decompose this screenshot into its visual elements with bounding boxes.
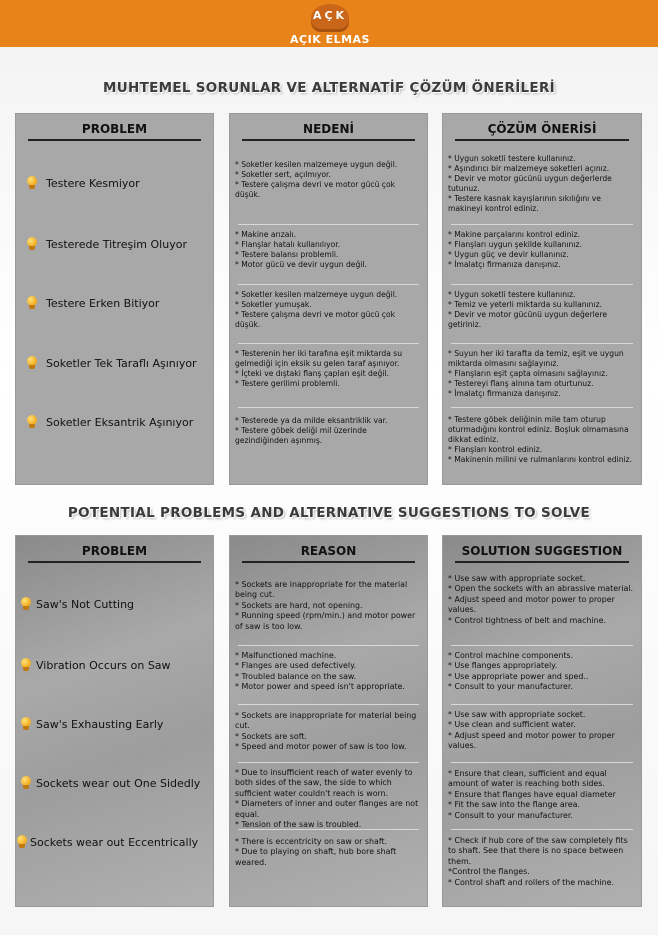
en-problem-row — [16, 597, 213, 611]
lightbulb-icon — [20, 776, 32, 790]
tr-solution-cell — [448, 415, 636, 465]
brand-logo — [285, 2, 375, 47]
solution-line: * Consult to your manufacturer. — [448, 810, 573, 820]
tr-solution-cell — [448, 230, 636, 270]
reason-line: * Due to insufficient reach of water evenly to both sides of the saw, the side to which sufficient water couldn't reach is worn. — [235, 768, 413, 798]
solution-line: * Testereyi flanş alnına tam oturtunuz. — [448, 379, 594, 389]
solution-line: * Temiz ve yeterli miktarda su kullanınız. — [448, 300, 602, 310]
row-divider — [451, 343, 633, 344]
reason-line: * Tension of the saw is troubled. — [235, 820, 362, 830]
lightbulb-icon — [20, 597, 32, 611]
solution-line: * Testere göbek deliğinin mile tam oturup oturmadığını kontrol ediniz. Boşluk olmamasına dikkat ediniz. — [448, 415, 629, 445]
tr-problem-row — [16, 296, 213, 310]
en-problem-row — [16, 776, 213, 790]
solution-line: * Ensure that flanges have equal diameter — [448, 789, 616, 799]
reason-line: * Running speed (rpm/min.) and motor power of saw is too low. — [235, 611, 416, 631]
solution-line: * Uygun soketli testere kullanınız. — [448, 290, 576, 299]
row-divider — [238, 224, 419, 225]
en-section-title: POTENTIAL PROBLEMS AND ALTERNATIVE SUGGESTIONS TO SOLVE — [67, 505, 591, 521]
solution-line: * Uygun güç ve devir kullanınız. — [448, 250, 569, 260]
solution-line: * Control shaft and rollers of the machine. — [448, 877, 615, 887]
solution-line: * Adjust speed and motor power to proper values. — [448, 730, 615, 751]
en-reason-cell — [235, 711, 422, 753]
en-problem-label: Sockets wear out One Sidedly — [36, 776, 201, 790]
reason-line: * Flanges are used defectively. — [235, 661, 357, 671]
solution-line: * Ensure that clean, sufficient and equal amount of water is reaching both sides. — [448, 769, 607, 789]
tr-solution-header: ÇÖZÜM ÖNERİSİ — [455, 122, 629, 141]
en-reason-header: REASON — [242, 544, 415, 563]
solution-line: * Makinenin milini ve rulmanlarını kontrol ediniz. — [448, 455, 633, 465]
lightbulb-icon — [26, 176, 38, 190]
solution-line: * Consult to your manufacturer. — [448, 682, 573, 692]
solution-line: * Use clean and sufficient water. — [448, 720, 576, 730]
reason-line: * Testere gerilimi problemli. — [235, 379, 340, 389]
lightbulb-icon — [20, 658, 32, 672]
lightbulb-icon — [26, 356, 38, 370]
solution-line: * Suyun her iki tarafta da temiz, eşit ve uygun miktarda olmasını sağlayınız. — [448, 349, 624, 369]
reason-line: * Testerede ya da milde eksantriklik var. — [235, 416, 388, 425]
solution-line: * Check if hub core of the saw completely fits to shaft. See that there is no space between them. — [448, 836, 628, 866]
en-solution-column — [442, 535, 642, 907]
tr-problem-row — [16, 356, 213, 370]
reason-line: * Testere göbek deliği mil üzerinde gezindiğinden aşınmış. — [235, 426, 367, 446]
reason-line: * Sockets are hard, not opening. — [235, 600, 363, 610]
reason-line: * Sockets are inappropriate for the material being cut. — [235, 580, 408, 600]
reason-line: * There is eccentricity on saw or shaft. — [235, 837, 388, 846]
solution-line: * Adjust speed and motor power to proper values. — [448, 594, 615, 615]
en-solution-header: SOLUTION SUGGESTION — [455, 544, 629, 563]
reason-line: * Malfunctioned machine. — [235, 651, 337, 660]
en-reason-column — [229, 535, 428, 907]
en-reason-cell — [235, 580, 422, 632]
solution-line: * Open the sockets with an abrassive material. — [448, 584, 634, 594]
reason-line: * Sockets are soft. — [235, 731, 307, 741]
tr-problem-row — [16, 415, 213, 429]
tr-problem-label: Testerede Titreşim Oluyor — [46, 237, 187, 251]
tr-reason-header: NEDENİ — [242, 122, 415, 141]
tr-reason-cell — [235, 290, 422, 330]
logo-letters: AÇK — [312, 9, 348, 22]
tr-solution-cell — [448, 154, 636, 214]
row-divider — [451, 645, 633, 646]
en-problem-row — [16, 658, 213, 672]
tr-solution-cell — [448, 349, 636, 399]
row-divider — [451, 407, 633, 408]
row-divider — [238, 829, 419, 830]
tr-problem-column — [15, 113, 214, 485]
row-divider — [238, 343, 419, 344]
solution-line: * Uygun soketli testere kullanınız. — [448, 154, 576, 163]
solution-line: * Fit the saw into the flange area. — [448, 800, 580, 810]
en-solution-cell — [448, 574, 636, 626]
tr-reason-cell — [235, 416, 422, 446]
lightbulb-icon — [16, 835, 28, 849]
en-reason-cell — [235, 837, 422, 868]
lightbulb-icon — [26, 237, 38, 251]
solution-line: * Use flanges appropriately. — [448, 661, 558, 671]
en-problem-label: Saw's Exhausting Early — [36, 717, 164, 731]
en-solution-cell — [448, 710, 636, 752]
tr-problem-label: Testere Kesmiyor — [46, 176, 140, 190]
lightbulb-icon — [26, 415, 38, 429]
reason-line: * Sockets are inappropriate for material being cut. — [235, 711, 417, 731]
reason-line: * Soketler kesilen malzemeye uygun değil. — [235, 160, 398, 169]
reason-line: * Motor gücü ve devir uygun değil. — [235, 260, 367, 270]
solution-line: * Use saw with appropriate socket. — [448, 574, 586, 583]
tr-problem-label: Soketler Eksantrik Aşınıyor — [46, 415, 194, 429]
reason-line: * İçteki ve dıştaki flanş çapları eşit değil. — [235, 369, 389, 379]
solution-line: * Testere kasnak kayışlarının sıkılığını ve makineyi kontrol ediniz. — [448, 194, 601, 214]
solution-line: * Devir ve motor gücünü uygun değerlerde tutunuz. — [448, 174, 612, 194]
tr-reason-column — [229, 113, 428, 485]
tr-problem-row — [16, 237, 213, 251]
reason-line: * Flanşlar hatalı kullanılıyor. — [235, 240, 341, 250]
reason-line: * Troubled balance on the saw. — [235, 671, 357, 681]
en-problem-label: Saw's Not Cutting — [36, 597, 135, 611]
row-divider — [451, 224, 633, 225]
lightbulb-icon — [20, 717, 32, 731]
row-divider — [238, 407, 419, 408]
solution-line: * Use appropriate power and sped.. — [448, 671, 589, 681]
row-divider — [451, 704, 633, 705]
row-divider — [238, 284, 419, 285]
reason-line: * Makine arızalı. — [235, 230, 296, 239]
reason-line: * Due to playing on shaft, hub bore shaft weared. — [235, 847, 397, 867]
solution-line: * Flanşları uygun şekilde kullanınız. — [448, 240, 582, 250]
row-divider — [238, 645, 419, 646]
en-solution-cell — [448, 769, 636, 821]
solution-line: * İmalatçı firmanıza danışınız. — [448, 260, 561, 270]
reason-line: * Diameters of inner and outer flanges are not equal. — [235, 799, 419, 819]
row-divider — [451, 284, 633, 285]
en-solution-cell — [448, 651, 636, 693]
lightbulb-icon — [26, 296, 38, 310]
reason-line: * Soketler kesilen malzemeye uygun değil. — [235, 290, 398, 299]
reason-line: * Soketler yumuşak. — [235, 300, 312, 310]
solution-line: * Aşındırıcı bir malzemeye soketleri açınız. — [448, 164, 610, 174]
reason-line: * Testere çalışma devri ve motor gücü çok düşük. — [235, 180, 396, 200]
en-problem-label: Sockets wear out Eccentrically — [30, 835, 199, 849]
tr-solution-cell — [448, 290, 636, 330]
tr-problem-label: Testere Erken Bitiyor — [46, 296, 160, 310]
en-problem-row — [16, 835, 213, 849]
row-divider — [451, 762, 633, 763]
reason-line: * Testerenin her iki tarafına eşit miktarda su gelmediği için eksik su gelen taraf aşınıyor. — [235, 349, 403, 369]
solution-line: * Makine parçalarını kontrol ediniz. — [448, 230, 581, 239]
solution-line: * Flanşları kontrol ediniz. — [448, 445, 543, 455]
en-solution-cell — [448, 836, 636, 888]
row-divider — [451, 829, 633, 830]
solution-line: *Control the flanges. — [448, 867, 530, 877]
reason-line: * Testere çalışma devri ve motor gücü çok düşük. — [235, 310, 396, 330]
brand-name: AÇIK ELMAS — [290, 33, 370, 46]
solution-line: * Flanşların eşit çapta olmasını sağlayınız. — [448, 369, 608, 379]
en-problem-row — [16, 717, 213, 731]
reason-line: * Motor power and speed isn't appropriate. — [235, 682, 405, 692]
solution-line: * Control tightness of belt and machine. — [448, 615, 607, 625]
tr-problem-row — [16, 176, 213, 190]
en-reason-cell — [235, 768, 422, 831]
en-problem-header: PROBLEM — [28, 544, 201, 563]
tr-solution-column — [442, 113, 642, 485]
tr-section-title: MUHTEMEL SORUNLAR VE ALTERNATİF ÇÖZÜM ÖNERİLERİ — [103, 80, 555, 96]
tr-problem-header: PROBLEM — [28, 122, 201, 141]
reason-line: * Speed and motor power of saw is too low. — [235, 742, 407, 752]
solution-line: * Devir ve motor gücünü uygun değerlere getiriniz. — [448, 310, 607, 330]
tr-problem-label: Soketler Tek Taraflı Aşınıyor — [46, 356, 197, 370]
row-divider — [238, 762, 419, 763]
reason-line: * Soketler sert, açılmıyor. — [235, 170, 331, 180]
solution-line: * İmalatçı firmanıza danışınız. — [448, 389, 561, 399]
en-problem-label: Vibration Occurs on Saw — [36, 658, 171, 672]
en-reason-cell — [235, 651, 422, 693]
reason-line: * Testere balansı problemli. — [235, 250, 339, 260]
tr-reason-cell — [235, 349, 422, 389]
tr-reason-cell — [235, 160, 422, 200]
solution-line: * Control machine components. — [448, 651, 574, 660]
solution-line: * Use saw with appropriate socket. — [448, 710, 586, 719]
en-problem-column — [15, 535, 214, 907]
row-divider — [238, 704, 419, 705]
tr-reason-cell — [235, 230, 422, 270]
